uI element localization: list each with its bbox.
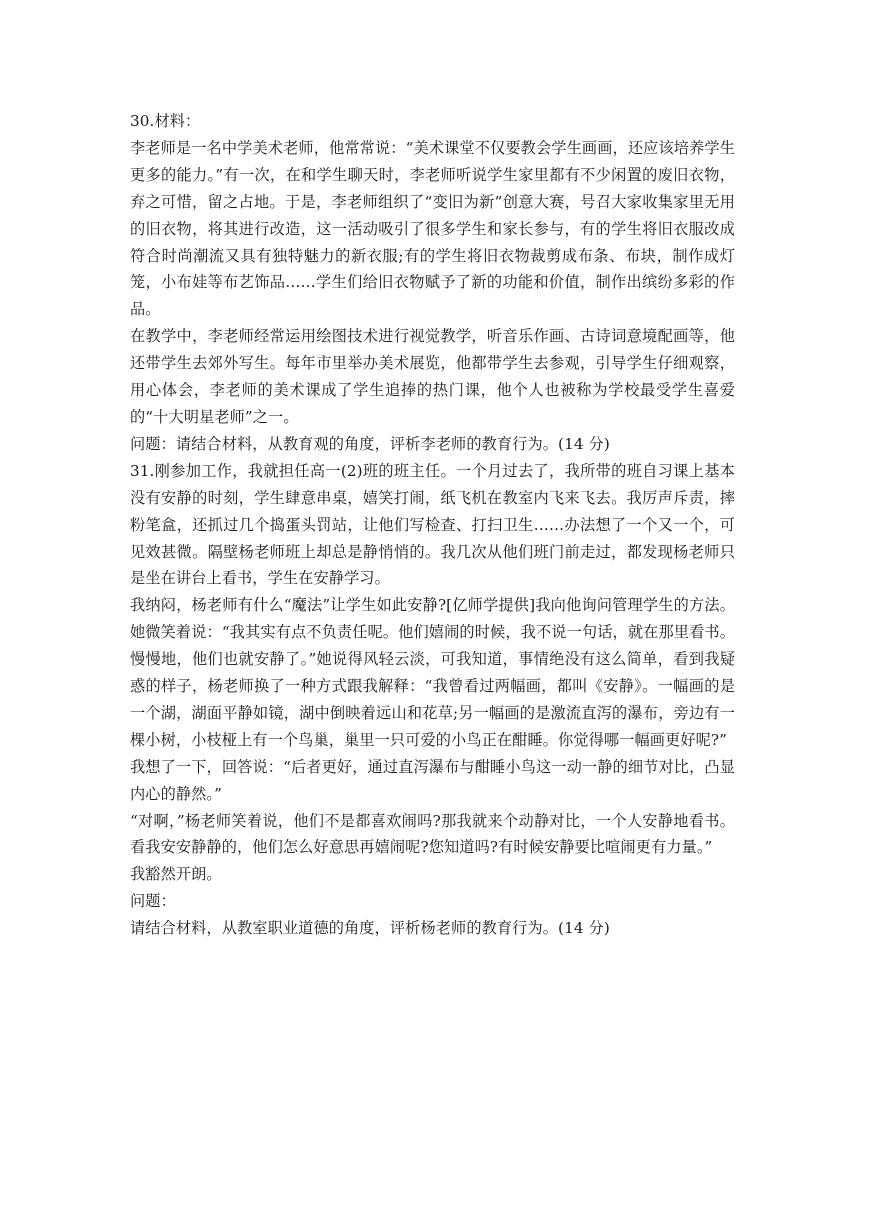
material-paragraph-1: 李老师是一名中学美术老师，他常常说：“美术课堂不仅要教会学生画画，还应该培养学生更多的能力。”有一次，在和学生聊天时，李老师听说学生家里都有不少闲置的废旧衣物，弃之可惜，留之占地。于是，李老师组织了“变旧为新”创意大赛，号召大家收集家里无用的旧衣物，将其进行改造，这一活动吸引了很多学生和家长参与，有的学生将旧衣服改成符合时尚潮流又具有独特魅力的新衣服;有的学生将旧衣物裁剪成布条、布块，制作成灯笼，小布娃等布艺饰品……学生们给旧衣物赋予了新的功能和价值，制作出缤纷多彩的作品。 [130, 138, 735, 319]
question-30-prompt: 问题：请结合材料，从教育观的角度，评析李老师的教育行为。(14 分) [130, 434, 610, 453]
question-30-heading: 30.材料： [130, 112, 201, 130]
document-body [130, 108, 735, 942]
question-31-paragraph-3: 我想了一下，回答说：“后者更好，通过直泻瀑布与酣睡小鸟这一动一静的细节对比，凸显内心的静然。” [130, 757, 735, 803]
question-31-prompt: 请结合材料，从教室职业道德的角度，评析杨老师的教育行为。(14 分) [130, 919, 610, 938]
material-paragraph-2: 在教学中，李老师经常运用绘图技术进行视觉教学，听音乐作画、古诗词意境配画等，他还带学生去郊外写生。每年市里举办美术展览，他都带学生去参观，引导学生仔细观察，用心体会，李老师的美术课成了学生追捧的热门课，他个人也被称为学校最受学生喜爱的“十大明星老师”之一。 [130, 327, 735, 426]
question-31-paragraph-1: 31.刚参加工作，我就担任高一(2)班的班主任。一个月过去了，我所带的班自习课上基本没有安静的时刻，学生肆意串桌，嬉笑打闹，纸飞机在教室内飞来飞去。我厉声斥责，摔粉笔盒，还抓过几个捣蛋头罚站，让他们写检查、打扫卫生……办法想了一个又一个，可见效甚微。隔壁杨老师班上却总是静悄悄的。我几次从他们班门前走过，都发现杨老师只是坐在讲台上看书，学生在安静学习。 [130, 461, 735, 588]
question-31-paragraph-4: “对啊，”杨老师笑着说，他们不是都喜欢闹吗?那我就来个动静对比，一个人安静地看书。看我安安静静的，他们怎么好意思再嬉闹呢?您知道吗?有时候安静要比喧闹更有力量。” [130, 811, 735, 857]
question-31-paragraph-2: 我纳闷，杨老师有什么“魔法”让学生如此安静?[亿师学提供]我向他询问管理学生的方法。她微笑着说：“我其实有点不负责任呢。他们嬉闹的时候，我不说一句话，就在那里看书。慢慢地，他们也就安静了。”她说得风轻云淡，可我知道，事情绝没有这么简单，看到我疑惑的样子，杨老师换了一种方式跟我解释：“我曾看过两幅画，都叫《安静》。一幅画的是一个湖，湖面平静如镜，湖中倒映着远山和花草;另一幅画的是激流直泻的瀑布，旁边有一棵小树，小枝桠上有一个鸟巢，巢里一只可爱的小鸟正在酣睡。你觉得哪一幅画更好呢?” [130, 596, 735, 749]
question-31-label: 问题： [130, 892, 176, 911]
question-31-paragraph-5: 我豁然开朗。 [130, 865, 222, 884]
